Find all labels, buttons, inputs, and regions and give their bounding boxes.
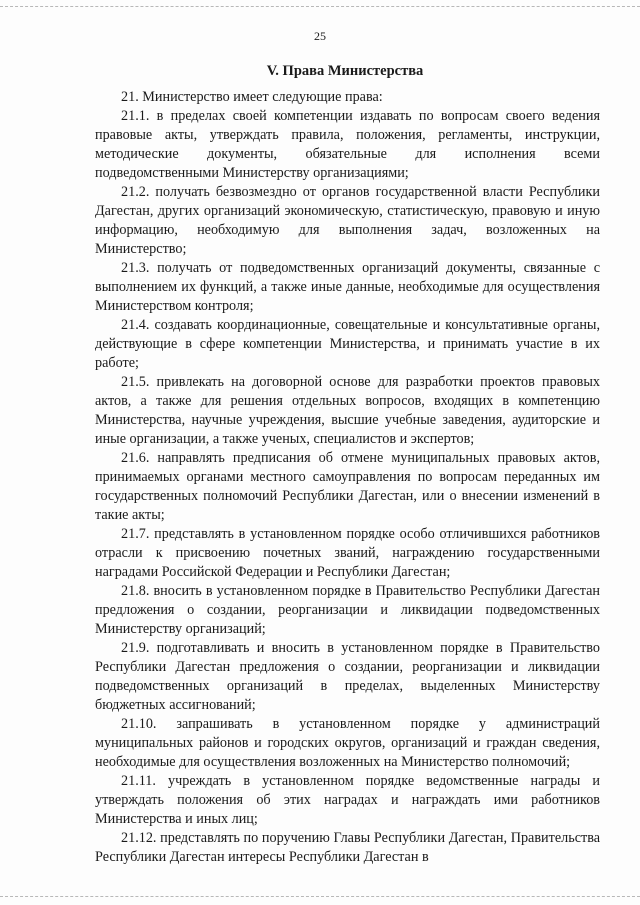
paragraph-21-7: 21.7. представлять в установленном порядке особо отличившихся работников отрасли к присвоению почетных званий, награждению государственными наградами Российской Федерации и Республики Дагестан;: [95, 526, 600, 580]
paragraph-21-1: 21.1. в пределах своей компетенции издавать по вопросам своего ведения правовые акты, утверждать правила, положения, регламенты, инструкции, методические документы, обязательные для исполнения всеми подведомственными Министерству организациями;: [95, 108, 600, 181]
paragraph-21: 21. Министерство имеет следующие права:: [121, 89, 383, 105]
paragraph-21-8: 21.8. вносить в установленном порядке в Правительство Республики Дагестан предложения о создании, реорганизации и ликвидации подведомственных Министерству организаций;: [95, 583, 600, 637]
paragraph-21-5: 21.5. привлекать на договорной основе для разработки проектов правовых актов, а также для решения отдельных вопросов, входящих в компетенцию Министерства, научные учреждения, высшие учебные заведения, аудиторские и иные организации, а также ученых, специалистов и экспертов;: [95, 374, 600, 447]
paragraph-21-2: 21.2. получать безвозмездно от органов государственной власти Республики Дагестан, других организаций экономическую, статистическую, правовую и иную информацию, необходимую для выполнения задач, возложенных на Министерство;: [95, 184, 600, 257]
paragraph-21-6: 21.6. направлять предписания об отмене муниципальных правовых актов, принимаемых органами местного самоуправления по вопросам переданных им государственных полномочий Республики Дагестан, или о внесении изменений в такие акты;: [95, 450, 600, 523]
paragraph-21-3: 21.3. получать от подведомственных организаций документы, связанные с выполнением их функций, а также иные данные, необходимые для осуществления Министерством контроля;: [95, 260, 600, 314]
body-text: [95, 88, 600, 867]
paragraph-21-12: 21.12. представлять по поручению Главы Республики Дагестан, Правительства Республики Дагестан интересы Республики Дагестан в: [95, 830, 600, 865]
paragraph-21-10: 21.10. запрашивать в установленном порядке у администраций муниципальных районов и городских округов, организаций и граждан сведения, необходимые для осуществления возложенных на Министерство полномочий;: [95, 716, 600, 770]
page-number: 25: [314, 29, 326, 43]
paragraph-21-11: 21.11. учреждать в установленном порядке ведомственные награды и утверждать положения об этих наградах и награждать ими работников Министерства и иных лиц;: [95, 773, 600, 827]
scan-edge-bottom: [0, 896, 640, 897]
scan-edge-top: [0, 6, 640, 7]
paragraph-21-9: 21.9. подготавливать и вносить в установленном порядке в Правительство Республики Дагестан предложения о создании, реорганизации и ликвидации подведомственных организаций в пределах, выделенных Министерству бюджетных ассигнований;: [95, 640, 600, 713]
paragraph-21-4: 21.4. создавать координационные, совещательные и консультативные органы, действующие в сфере компетенции Министерства, и принимать участие в их работе;: [95, 317, 600, 371]
section-title: V. Права Министерства: [266, 63, 424, 79]
